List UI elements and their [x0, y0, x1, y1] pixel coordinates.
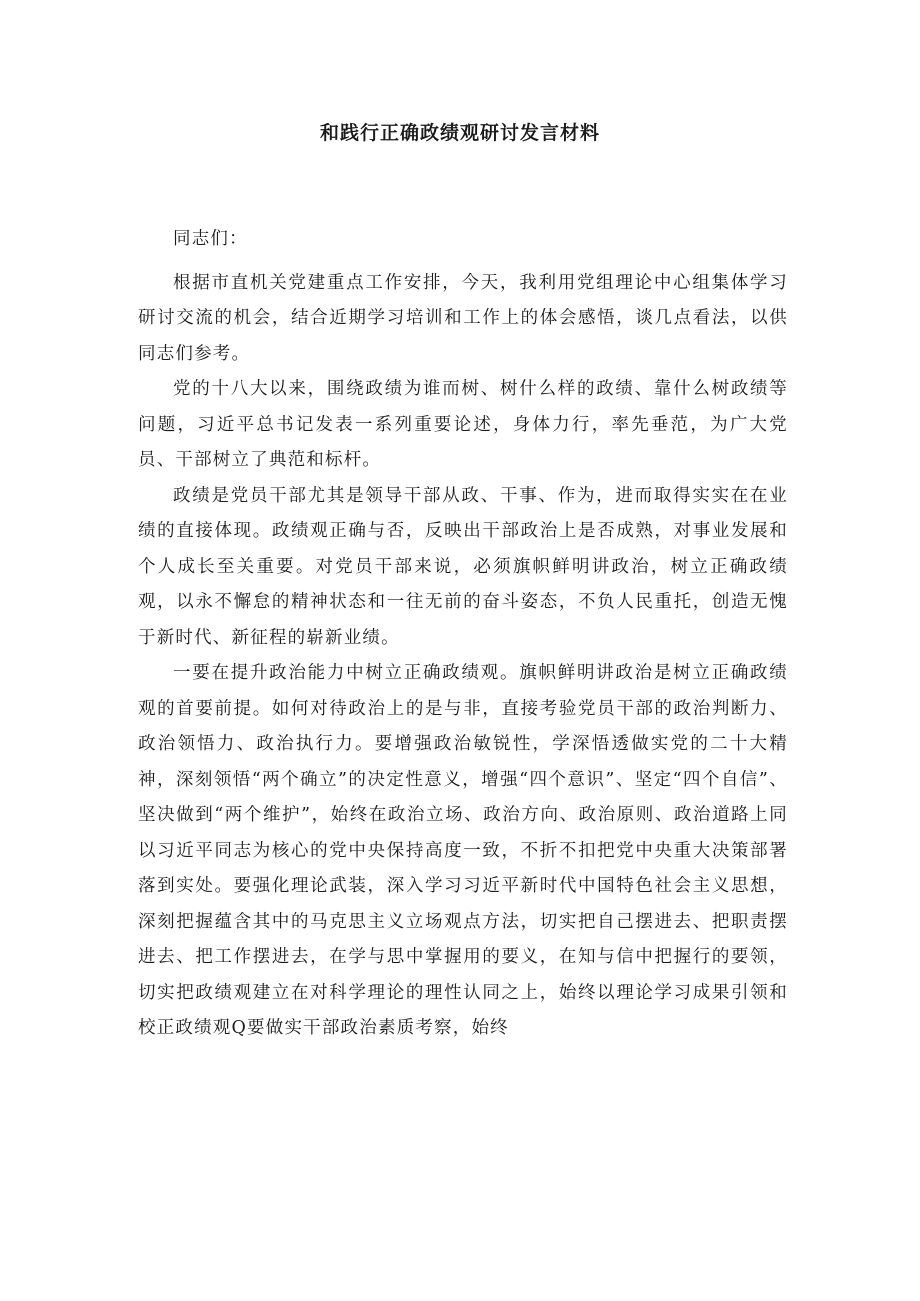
document-body [138, 222, 788, 1047]
paragraph-intro: 根据市直机关党建重点工作安排，今天，我利用党组理论中心组集体学习研讨交流的机会，结合近期学习培训和工作上的体会感悟，谈几点看法，以供同志们参考。 [138, 272, 788, 364]
paragraph-significance: 政绩是党员干部尤其是领导干部从政、干事、作为，进而取得实实在在业绩的直接体现。政绩观正确与否，反映出干部政治上是否成熟，对事业发展和个人成长至关重要。对党员干部来说，必须旗帜鲜明讲政治，树立正确政绩观，以永不懈怠的精神状态和一往无前的奋斗姿态，不负人民重托，创造无愧于新时代、新征程的崭新业绩。 [138, 485, 788, 648]
salutation: 同志们： [173, 229, 248, 249]
paragraph-background: 党的十八大以来，围绕政绩为谁而树、树什么样的政绩、靠什么树政绩等问题，习近平总书记发表一系列重要论述，身体力行，率先垂范，为广大党员、干部树立了典范和标杆。 [138, 379, 788, 470]
paragraph-point-one: 一要在提升政治能力中树立正确政绩观。旗帜鲜明讲政治是树立正确政绩观的首要前提。如何对待政治上的是与非，直接考验党员干部的政治判断力、政治领悟力、政治执行力。要增强政治敏锐性，学深悟透做实党的二十大精神，深刻领悟“两个确立”的决定性意义，增强“四个意识”、坚定“四个自信”、坚决做到“两个维护”，始终在政治立场、政治方向、政治原则、政治道路上同以习近平同志为核心的党中央保持高度一致，不折不扣把党中央重大决策部署落到实处。要强化理论武装，深入学习习近平新时代中国特色社会主义思想，深刻把握蕴含其中的马克思主义立场观点方法，切实把自己摆进去、把职责摆进去、把工作摆进去，在学与思中掌握用的要义，在知与信中把握行的要领，切实把政绩观建立在对科学理论的理性认同之上，始终以理论学习成果引领和校正政绩观Q要做实干部政治素质考察，始终 [138, 663, 788, 1038]
document-title: 和践行正确政绩观研讨发言材料 [319, 122, 600, 144]
